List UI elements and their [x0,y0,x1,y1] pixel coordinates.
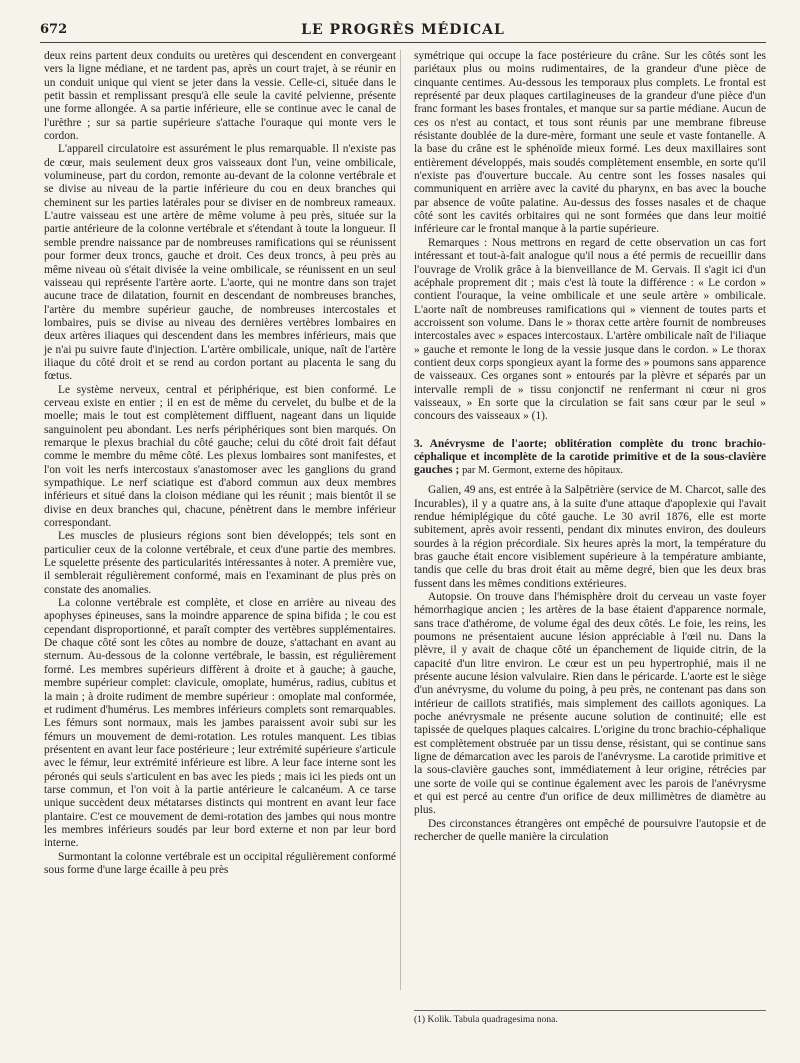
left-column [44,50,396,877]
paragraph: Les muscles de plusieurs régions sont bien développés; tels sont en particulier ceux de la colonne vertébrale, et ceux d'une partie des membres. Le squelette présente des particularités intéressantes à noter. A première vue, il semblerait régulièrement conformé, mais en l'examinant de plus près on constate des anomalies. [44,530,396,596]
right-column [414,50,766,845]
paragraph: La colonne vertébrale est complète, et close en arrière au niveau des apophyses épineuses, sans la moindre apparence de spina bifida ; le cou est cependant disproportionné, et paraît compter des vertèbres supplémentaires. De chaque côté sont les côtes au nombre de douze, s'attachant en avant au sternum. Au-dessous de la colonne vertébrale, le bassin, est régulièrement formé. Les membres supérieurs diffèrent à droite et à gauche; à gauche, membre supérieur complet: clavicule, omoplate, humérus, radius, cubitus et la main ; à droite rudiment de membre supérieur : omoplate mal conformée, et rudiment d'humérus. Les membres inférieurs complets sont remarquables. Les fémurs sont normaux, mais les jambes paraissent avoir subi sur les fémurs un mouvement de demi-rotation. Les rotules manquent. Les tibias présentent en avant leur face postérieure ; leur extrémité supérieure s'articule avec le fémur, leur extrémité inférieure est libre. A leur face interne sont les péronés qui seuls s'articulent en bas avec les pieds ; mais ici les pieds ont un tarse commun, et l'on voit à la partie antérieure le calcanéum. A ce tarse unique succèdent deux métatarses distincts qui montrent en avant leur face plantaire. C'est ce mouvement de demi-rotation des jambes qui nous montre les membres inférieurs soudés par leur bord externe et non par leur bord interne. [44,597,396,850]
paragraph: L'appareil circulatoire est assurément le plus remarquable. Il n'existe pas de cœur, mais seulement deux gros vaisseaux dont l'un, veine ombilicale, volumineuse, part du cordon, remonte au-devant de la colonne vertébrale et se divise au niveau de la partie inférieure du cou en deux branches qui cheminent sur les parties latérales pour se diviser en de nombreux rameaux. L'autre vaisseau est une artère de même volume à peu près, située sur la partie antérieure de la colonne vertébrale et s'étendant à toute la longueur. Il semble prendre naissance par de nombreuses ramifications qui se réunissent pour former deux troncs, gauche et droit. Ces deux troncs, à peu près au même niveau où s'était divisée la veine ombilicale, se réunissent en un seul vaisseau qui représente l'artère aorte. L'aorte, qui ne montre dans son trajet aucune trace de dilatation, fournit en descendant de nombreuses branches, l'artère du membre supérieur gauche, de nombreuses intercostales et lombaires, puis se divise au niveau des dernières vertèbres lombaires en deux artères iliaques qui descendent dans les membres inférieurs, mais que je n'ai pu suivre faute d'injection. L'artère ombilicale, unique, naît de l'artère iliaque du côté droit et se rend au cordon portant au placenta le sang du fœtus. [44,143,396,383]
paragraph: Des circonstances étrangères ont empêché de poursuivre l'autopsie et de rechercher de quelle manière la circulation [414,817,766,844]
paragraph: Surmontant la colonne vertébrale est un occipital régulièrement conformé sous forme d'une large écaille à peu près [44,850,396,876]
article-heading-title: 3. Anévrysme de l'aorte; oblitération complète du tronc brachio-céphalique et incomplète de la carotide primitive et de la sous-clavière gauches ; [414,437,766,477]
article-heading-author: par M. Germont, externe des hôpitaux. [462,465,624,477]
column-rule [400,50,401,990]
paragraph: Galien, 49 ans, est entrée à la Salpêtrière (service de M. Charcot, salle des Incurables), il y a quatre ans, à la suite d'une attaque d'apoplexie qui l'avait rendue hémiplégique du côté gauche. Le 30 avril 1876, elle est morte subitement, après avoir ressenti, pendant dix minutes environ, des douleurs sourdes à la région précordiale. Six heures après la mort, la température du bras gauche était encore visiblement supérieure à la température ambiante, tandis que celle du bras droit était au même degré, bien que les deux bras fussent dans les mêmes conditions extérieures. [414,484,766,590]
journal-title: LE PROGRÈS MÉDICAL [301,22,505,38]
paragraph: Le système nerveux, central et périphérique, est bien conformé. Le cerveau existe en entier ; il en est de même du cervelet, du bulbe et de la moelle; mais le tout est complètement diffluent, nageant dans un liquide sanguinolent peu abondant. Les nerfs périphériques sont bien marqués. On remarque le plexus brachial du côté gauche; celui du côté droit fait défaut comme le membre du même côté. Les plexus lombaires sont manifestes, et l'on voit les nerfs intercostaux s'anastomoser avec les ganglions du grand sympathique. Le nerf sciatique est d'abord commun aux deux membres inférieurs et situé dans la cloison médiane qui les réunit ; mais bientôt il se divise en deux branches qui, chacune, pénètrent dans le membre inférieur correspondant. [44,383,396,530]
page-header [40,22,766,43]
paragraph: Autopsie. On trouve dans l'hémisphère droit du cerveau un vaste foyer hémorrhagique ancien ; les artères de la base étaient d'apparence normale, sans trace d'athérome, de volume égal des deux côtés. Le foie, les reins, les poumons ne présentaient aucune lésion appréciable à l'œil nu. Dans la plèvre, il y avait de chaque côté un épanchement de liquide citrin, de la capacité d'un litre environ. Le cœur est un peu hypertrophié, mais il ne présente aucune lésion valvulaire. Rien dans le péricarde. L'aorte est le siège d'un anévrysme, du volume du poing, à peu près, ne contenant pas dans son intérieur de caillots stratifiés, mais simplement des caillots agoniques. La poche anévrysmale ne présente aucune solution de continuité; elle est tapissée de quelques plaques calcaires. L'origine du tronc brachio-céphalique est complètement obstruée par un tissu dense, résistant, qui se continue sans ligne de démarcation avec les parois de l'anévrysme. La carotide primitive et la sous-clavière gauches sont, immédiatement à leur origine, rétrécies par une sorte de voile qui se continue également avec les parois de l'anévrysme et qui est percé au centre d'un orifice de deux millimètres de diamètre au plus. [414,590,766,817]
paragraph: Remarques : Nous mettrons en regard de cette observation un cas fort intéressant et tout-à-fait analogue qu'il nous a été permis de recueillir dans l'ouvrage de Vrolik grâce à la bienveillance de M. Gervais. Il s'agit ici d'un acéphale proprement dit ; mais c'est là toute la différence : « Le cordon » contient l'ouraque, la veine ombilicale et une seule artère » ombilicale. L'aorte naît de nombreuses ramifications qui » viennent de toutes parts et accroissent son volume. Dans le » thorax cette artère fournit de nombreuses intercostales avec » espaces intercostaux. L'artère ombilicale naît de l'iliaque » gauche et remonte le long de la vessie jusque dans le cordon. » Le thorax contient deux corps spongieux ayant la forme des » poumons sans apparence de vaisseaux. Ces organes sont » entourés par la plèvre et séparés par un intervalle rempli de » tissu conjonctif ne renfermant ni cœur ni gros vaisseaux, » En sorte que la circulation se fait sans cœur par le seul » concours des vaisseaux » (1). [414,236,766,423]
page-number: 672 [40,22,68,37]
article-heading [414,438,766,478]
footnote: (1) Kolik. Tabula quadragesima nona. [414,1010,766,1025]
divider [414,424,766,438]
paragraph: symétrique qui occupe la face postérieure du crâne. Sur les côtés sont les pariétaux plus ou moins rudimentaires, de la grandeur d'une pièce de cinquante centimes. Au-dessous les temporaux plus complets. Le frontal est représenté par deux plaques cartilagineuses de la grandeur d'une pièce d'un franc formant les bases frontales, et manque sur sa partie médiane. Aucun de ces os n'est au contact, et tous sont réunis par une membrane fibreuse résistante doublée de la dure-mère, formant une seule et vaste fontanelle. A la base du crâne est le sphénoïde mieux formé. Les deux maxillaires sont entièrement développés, mais soudés complètement ensemble, en sorte qu'il n'existe pas d'ouverture buccale. Au centre sont les fosses nasales qui communiquent en arrière avec la cavité du pharynx, en bas avec la bouche par absence de voûte palatine. Au-dessus des fosses nasales et de chaque côté sont les cavités orbitaires qui ne sont formées que dans leur moitié inférieure car le frontal manque à la partie supérieure. [414,50,766,236]
paragraph: deux reins partent deux conduits ou uretères qui descendent en convergeant vers la ligne médiane, et ne tardent pas, après un court trajet, à se réunir en un conduit unique qui vient se jeter dans la vessie. Celle-ci, située dans le petit bassin et remplissant presqu'à elle seule la cavité pelvienne, présente une forme allongée. A sa partie inférieure, elle se continue avec le canal de l'urèthre ; sur sa partie supérieure s'attache l'ouraque qui monte vers le cordon. [44,50,396,143]
